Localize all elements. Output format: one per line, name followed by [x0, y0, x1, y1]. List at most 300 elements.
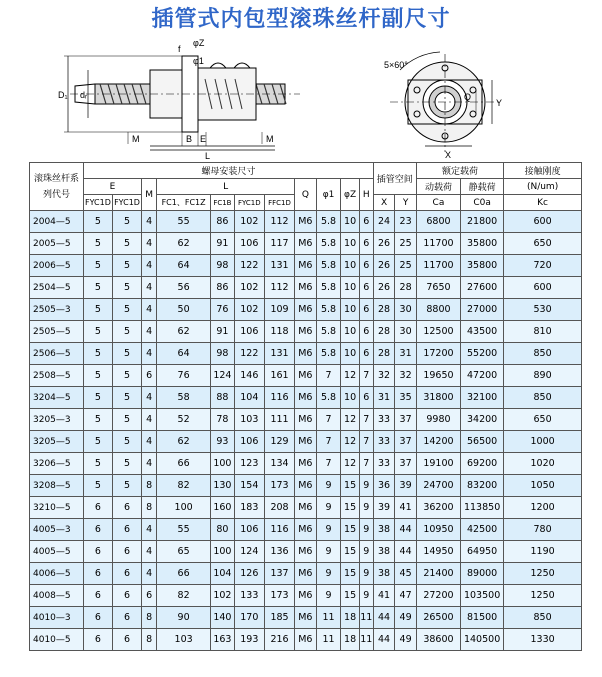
series-code-cell: 2508—5 [30, 365, 84, 387]
table-cell: 5 [112, 211, 141, 233]
table-cell: 11 [359, 607, 373, 629]
table-cell: 5 [83, 343, 112, 365]
series-code-cell: 2506—5 [30, 343, 84, 365]
table-cell: 69200 [461, 453, 504, 475]
table-cell: 7 [359, 453, 373, 475]
table-row [30, 365, 582, 387]
table-cell: 30 [395, 299, 417, 321]
table-row [30, 431, 582, 453]
table-cell: 37 [395, 431, 417, 453]
table-cell: 26 [373, 255, 395, 277]
table-cell: 6 [83, 563, 112, 585]
table-cell: 134 [264, 453, 294, 475]
table-cell: 5 [112, 431, 141, 453]
table-cell: 100 [157, 497, 211, 519]
phiz-header: φZ [341, 179, 359, 211]
table-cell: M6 [295, 365, 317, 387]
table-cell: M6 [295, 497, 317, 519]
table-cell: 103 [157, 629, 211, 651]
dr-label: dᵣ [80, 90, 88, 100]
table-cell: 76 [157, 365, 211, 387]
table-cell: 55 [157, 519, 211, 541]
table-cell: 8 [142, 607, 157, 629]
tube-space-header: 插管空间 [373, 163, 416, 195]
table-cell: 9 [359, 475, 373, 497]
series-code-cell: 4005—3 [30, 519, 84, 541]
table-cell: 5 [83, 321, 112, 343]
m1-label: M [132, 134, 140, 144]
table-cell: M6 [295, 233, 317, 255]
table-cell: 6 [359, 343, 373, 365]
table-cell: 35800 [461, 255, 504, 277]
series-code-cell: 2505—5 [30, 321, 84, 343]
table-row [30, 629, 582, 651]
table-cell: 6 [83, 585, 112, 607]
table-cell: 104 [234, 387, 264, 409]
table-cell: 6 [83, 629, 112, 651]
table-cell: 10 [341, 233, 359, 255]
table-cell: 62 [157, 321, 211, 343]
table-cell: 23 [395, 211, 417, 233]
table-cell: 8 [142, 475, 157, 497]
table-cell: 122 [234, 255, 264, 277]
table-cell: 37 [395, 409, 417, 431]
table-cell: 11700 [416, 233, 460, 255]
table-cell: 50 [157, 299, 211, 321]
table-cell: 24700 [416, 475, 460, 497]
table-cell: 98 [211, 343, 235, 365]
table-cell: 12 [341, 365, 359, 387]
table-cell: 5 [112, 453, 141, 475]
table-cell: 1000 [504, 431, 582, 453]
table-cell: 76 [211, 299, 235, 321]
table-cell: 9 [359, 563, 373, 585]
table-cell: 38600 [416, 629, 460, 651]
table-cell: 116 [264, 519, 294, 541]
table-cell: 30 [395, 321, 417, 343]
table-cell: 5 [112, 321, 141, 343]
table-cell: 25 [395, 233, 417, 255]
table-cell: 47 [395, 585, 417, 607]
table-cell: 7 [359, 365, 373, 387]
table-cell: 27200 [416, 585, 460, 607]
table-cell: 34200 [461, 409, 504, 431]
table-row [30, 343, 582, 365]
series-header: 滚珠丝杆系列代号 [30, 163, 84, 211]
table-cell: 44 [395, 519, 417, 541]
table-cell: 117 [264, 233, 294, 255]
series-code-cell: 4006—5 [30, 563, 84, 585]
table-cell: 113850 [461, 497, 504, 519]
table-cell: 38 [373, 519, 395, 541]
table-cell: 27600 [461, 277, 504, 299]
table-cell: 6 [359, 321, 373, 343]
table-cell: 80 [211, 519, 235, 541]
table-cell: 131 [264, 255, 294, 277]
table-cell: 5 [83, 211, 112, 233]
table-cell: 5.8 [316, 343, 341, 365]
table-cell: 6 [112, 585, 141, 607]
l-label: L [205, 151, 211, 161]
table-cell: 31 [373, 387, 395, 409]
table-cell: 173 [264, 585, 294, 607]
table-cell: 86 [211, 211, 235, 233]
series-code-cell: 4010—3 [30, 607, 84, 629]
table-cell: 9 [359, 519, 373, 541]
table-cell: 124 [211, 365, 235, 387]
table-cell: 6 [359, 299, 373, 321]
table-cell: 11 [316, 629, 341, 651]
table-cell: 160 [211, 497, 235, 519]
table-cell: 5 [83, 453, 112, 475]
table-cell: 49 [395, 607, 417, 629]
table-cell: 116 [264, 387, 294, 409]
table-row [30, 277, 582, 299]
fc1b-header: FC1B [211, 195, 235, 211]
table-cell: 106 [234, 431, 264, 453]
table-row [30, 607, 582, 629]
table-cell: 1250 [504, 585, 582, 607]
table-cell: 26 [373, 277, 395, 299]
table-cell: 112 [264, 277, 294, 299]
table-row [30, 563, 582, 585]
table-cell: 10 [341, 255, 359, 277]
table-cell: 10 [341, 299, 359, 321]
table-cell: 9 [316, 497, 341, 519]
series-code-cell: 3206—5 [30, 453, 84, 475]
rig-unit-header: (N/um) [504, 179, 582, 195]
series-code-cell: 2004—5 [30, 211, 84, 233]
table-cell: 10 [341, 321, 359, 343]
table-cell: 12500 [416, 321, 460, 343]
table-cell: 6 [112, 563, 141, 585]
table-cell: 90 [157, 607, 211, 629]
table-cell: 4 [142, 431, 157, 453]
table-cell: 104 [211, 563, 235, 585]
table-cell: 52 [157, 409, 211, 431]
series-code-cell: 2505—3 [30, 299, 84, 321]
table-cell: 81500 [461, 607, 504, 629]
table-cell: M6 [295, 299, 317, 321]
table-cell: 32 [395, 365, 417, 387]
fc1-header: FC1、FC1Z [157, 195, 211, 211]
table-cell: 33 [373, 409, 395, 431]
table-cell: 10 [341, 387, 359, 409]
table-cell: 19100 [416, 453, 460, 475]
x-label: X [445, 150, 452, 160]
table-cell: 10 [341, 211, 359, 233]
table-cell: 6 [359, 255, 373, 277]
table-cell: 146 [234, 365, 264, 387]
c0a-header: C0a [461, 195, 504, 211]
table-cell: 39 [373, 497, 395, 519]
table-cell: 9 [359, 497, 373, 519]
table-cell: M6 [295, 453, 317, 475]
table-cell: 4 [142, 277, 157, 299]
table-cell: 154 [234, 475, 264, 497]
table-cell: 21400 [416, 563, 460, 585]
table-cell: 136 [264, 541, 294, 563]
table-cell: 91 [211, 321, 235, 343]
table-cell: 11 [316, 607, 341, 629]
phi1-header: φ1 [316, 179, 341, 211]
series-code-cell: 3204—5 [30, 387, 84, 409]
table-cell: 102 [234, 277, 264, 299]
table-cell: M6 [295, 409, 317, 431]
table-cell: 37 [395, 453, 417, 475]
table-cell: 124 [234, 541, 264, 563]
table-cell: 35800 [461, 233, 504, 255]
table-cell: 12 [341, 431, 359, 453]
table-cell: 103 [234, 409, 264, 431]
table-cell: 109 [264, 299, 294, 321]
table-cell: M6 [295, 211, 317, 233]
table-row [30, 409, 582, 431]
b-label: B [186, 134, 193, 144]
table-cell: 32100 [461, 387, 504, 409]
table-cell: 5 [83, 299, 112, 321]
table-cell: 98 [211, 255, 235, 277]
table-cell: 131 [264, 343, 294, 365]
series-code-cell: 4005—5 [30, 541, 84, 563]
table-cell: M6 [295, 519, 317, 541]
table-cell: 24 [373, 211, 395, 233]
table-cell: 102 [234, 211, 264, 233]
table-cell: M6 [295, 343, 317, 365]
table-cell: 126 [234, 563, 264, 585]
table-cell: 9 [359, 585, 373, 607]
table-cell: 10950 [416, 519, 460, 541]
table-cell: 6 [112, 519, 141, 541]
table-cell: 4 [142, 299, 157, 321]
table-cell: 530 [504, 299, 582, 321]
table-cell: 14950 [416, 541, 460, 563]
table-cell: 6 [83, 541, 112, 563]
table-cell: 4 [142, 409, 157, 431]
table-cell: 6 [359, 387, 373, 409]
table-cell: 28 [373, 321, 395, 343]
table-cell: 6 [112, 607, 141, 629]
table-row [30, 299, 582, 321]
x-header: X [373, 195, 395, 211]
table-cell: 5 [83, 277, 112, 299]
table-cell: 36200 [416, 497, 460, 519]
series-code-cell: 2504—5 [30, 277, 84, 299]
table-cell: 9980 [416, 409, 460, 431]
table-cell: 4 [142, 519, 157, 541]
table-cell: 66 [157, 563, 211, 585]
table-cell: 41 [373, 585, 395, 607]
table-cell: 163 [211, 629, 235, 651]
series-code-cell: 3205—3 [30, 409, 84, 431]
table-cell: 102 [211, 585, 235, 607]
page-title: 插管式内包型滚珠丝杆副尺寸 [151, 7, 451, 32]
table-cell: 810 [504, 321, 582, 343]
table-cell: 4 [142, 563, 157, 585]
table-cell: 38 [373, 541, 395, 563]
table-cell: 58 [157, 387, 211, 409]
table-cell: 33 [373, 431, 395, 453]
table-cell: 6 [83, 497, 112, 519]
table-cell: 122 [234, 343, 264, 365]
table-row [30, 211, 582, 233]
table-cell: 6 [359, 277, 373, 299]
table-cell: 26500 [416, 607, 460, 629]
table-cell: 5 [83, 255, 112, 277]
table-cell: 9 [316, 563, 341, 585]
stat-header: 静载荷 [461, 179, 504, 195]
e-label: E [200, 134, 207, 144]
table-cell: 780 [504, 519, 582, 541]
table-cell: M6 [295, 431, 317, 453]
table-cell: 6 [142, 365, 157, 387]
table-cell: 8 [142, 629, 157, 651]
z-label: φZ [193, 38, 205, 48]
table-cell: 4 [142, 211, 157, 233]
table-cell: 100 [211, 453, 235, 475]
table-cell: 7 [316, 409, 341, 431]
table-cell: 38 [373, 563, 395, 585]
table-row [30, 519, 582, 541]
table-cell: 5.8 [316, 299, 341, 321]
table-cell: 850 [504, 343, 582, 365]
table-cell: 55200 [461, 343, 504, 365]
table-cell: 650 [504, 409, 582, 431]
table-cell: 15 [341, 519, 359, 541]
rated-load-header: 额定载荷 [416, 163, 503, 179]
table-cell: 106 [234, 233, 264, 255]
table-cell: 9 [316, 541, 341, 563]
table-cell: 12 [341, 409, 359, 431]
table-cell: 850 [504, 387, 582, 409]
table-cell: 193 [234, 629, 264, 651]
h-header: H [359, 179, 373, 211]
table-cell: 10 [341, 343, 359, 365]
table-cell: 102 [234, 299, 264, 321]
table-row [30, 541, 582, 563]
table-cell: M6 [295, 585, 317, 607]
f-label: f [178, 44, 181, 54]
table-cell: M6 [295, 277, 317, 299]
table-cell: 82 [157, 475, 211, 497]
fyc1d-l-header: FYC1D [234, 195, 264, 211]
table-cell: M6 [295, 475, 317, 497]
nut-dims-header: 螺母安装尺寸 [83, 163, 373, 179]
table-cell: 5 [112, 299, 141, 321]
table-cell: 45 [395, 563, 417, 585]
ca-header: Ca [416, 195, 460, 211]
table-cell: 83200 [461, 475, 504, 497]
table-row [30, 453, 582, 475]
ffc1d-header: FFC1D [264, 195, 294, 211]
table-cell: 89000 [461, 563, 504, 585]
table-cell: 64950 [461, 541, 504, 563]
table-cell: 5 [112, 277, 141, 299]
table-cell: 39 [395, 475, 417, 497]
table-row [30, 233, 582, 255]
table-cell: 5 [112, 233, 141, 255]
table-cell: 15 [341, 585, 359, 607]
table-cell: 112 [264, 211, 294, 233]
fyc1d-b-header: FYC1D [112, 195, 141, 211]
spec-table [29, 162, 582, 651]
table-cell: 65 [157, 541, 211, 563]
phi1-label: φ1 [193, 56, 204, 66]
table-cell: 91 [211, 233, 235, 255]
table-cell: 44 [373, 629, 395, 651]
table-cell: 140 [211, 607, 235, 629]
table-cell: 42500 [461, 519, 504, 541]
table-cell: 88 [211, 387, 235, 409]
table-cell: 6 [142, 585, 157, 607]
table-cell: 21800 [461, 211, 504, 233]
m2-label: M [266, 134, 274, 144]
table-cell: 111 [264, 409, 294, 431]
table-cell: 31800 [416, 387, 460, 409]
table-cell: 9 [316, 519, 341, 541]
series-code-cell: 3205—5 [30, 431, 84, 453]
table-cell: 32 [373, 365, 395, 387]
table-cell: 25 [395, 255, 417, 277]
table-cell: 5 [112, 409, 141, 431]
table-row [30, 387, 582, 409]
table-cell: 720 [504, 255, 582, 277]
table-cell: 106 [234, 519, 264, 541]
series-code-cell: 2006—5 [30, 255, 84, 277]
table-cell: 15 [341, 563, 359, 585]
table-cell: 129 [264, 431, 294, 453]
technical-drawing [0, 34, 602, 162]
table-cell: 100 [211, 541, 235, 563]
table-cell: 103500 [461, 585, 504, 607]
table-cell: 600 [504, 277, 582, 299]
table-cell: 1330 [504, 629, 582, 651]
series-code-cell: 2005—5 [30, 233, 84, 255]
table-cell: 6 [112, 629, 141, 651]
table-row [30, 475, 582, 497]
table-cell: 55 [157, 211, 211, 233]
table-row [30, 497, 582, 519]
table-cell: 56500 [461, 431, 504, 453]
table-cell: 7 [359, 409, 373, 431]
table-cell: 17200 [416, 343, 460, 365]
table-cell: 183 [234, 497, 264, 519]
table-cell: 5 [112, 343, 141, 365]
table-cell: 47200 [461, 365, 504, 387]
table-cell: 12 [341, 453, 359, 475]
table-cell: 36 [373, 475, 395, 497]
table-cell: M6 [295, 387, 317, 409]
angle-label: 5×60° [384, 60, 408, 70]
table-cell: 5 [83, 365, 112, 387]
e-header: E [83, 179, 141, 195]
q-header: Q [295, 179, 317, 211]
table-cell: M6 [295, 255, 317, 277]
table-cell: 850 [504, 607, 582, 629]
table-cell: 28 [373, 343, 395, 365]
table-cell: 18 [341, 607, 359, 629]
table-cell: 8 [142, 497, 157, 519]
table-row [30, 255, 582, 277]
table-cell: 15 [341, 475, 359, 497]
table-cell: 185 [264, 607, 294, 629]
series-code-cell: 4010—5 [30, 629, 84, 651]
table-cell: 28 [395, 277, 417, 299]
table-cell: 1200 [504, 497, 582, 519]
table-cell: 31 [395, 343, 417, 365]
table-cell: 6 [112, 541, 141, 563]
table-cell: 15 [341, 541, 359, 563]
